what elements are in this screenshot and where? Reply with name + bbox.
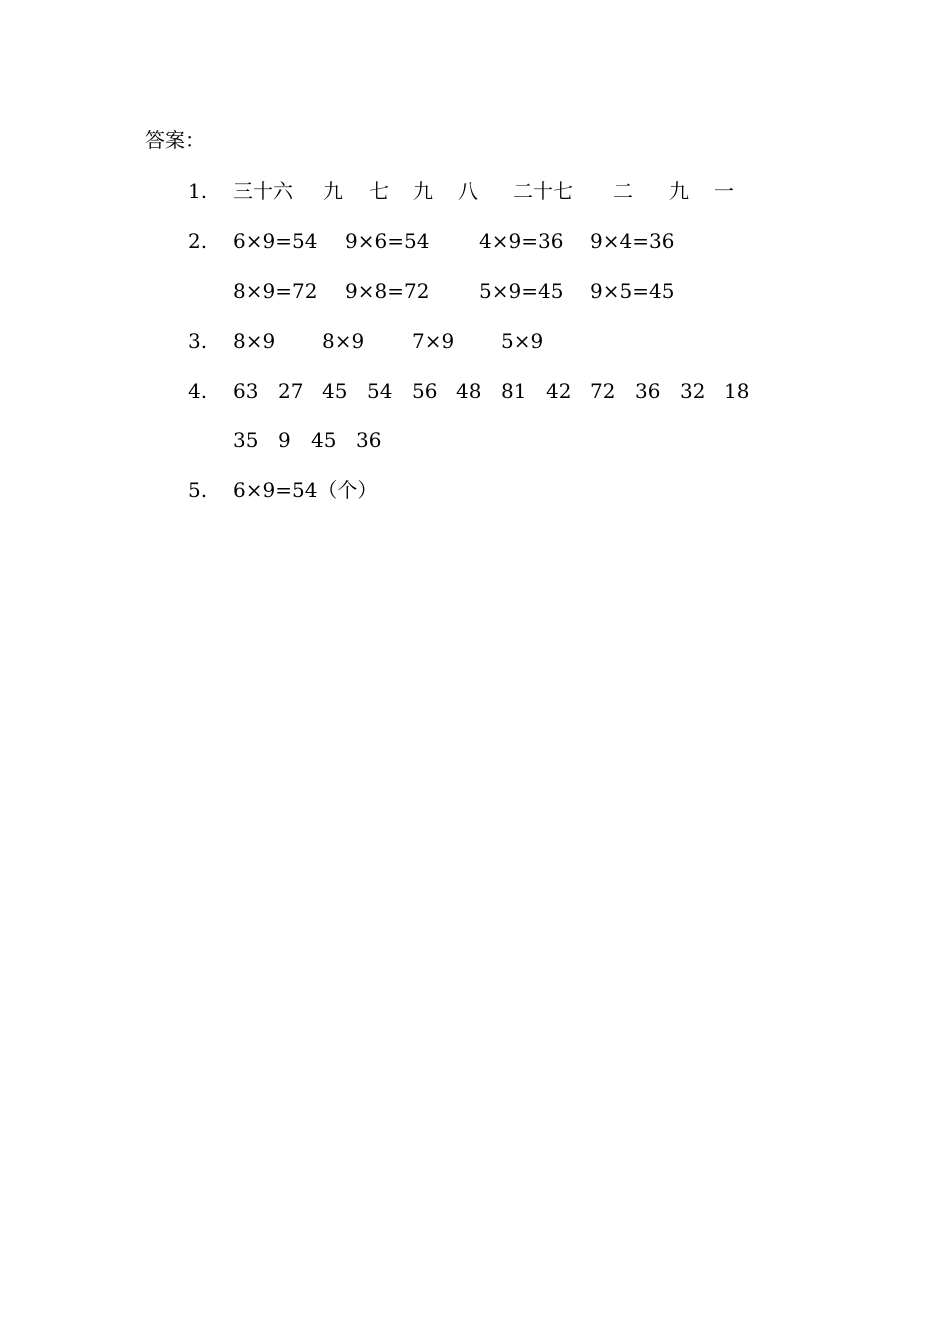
q4-row1-value-10: 36 — [635, 379, 661, 403]
q1-answer-5: 八 — [458, 179, 478, 203]
q3-answer-1: 8×9 — [233, 329, 276, 353]
question-1-number: 1. — [188, 179, 208, 203]
q1-answer-4: 九 — [413, 179, 433, 203]
q2-row2-eq-1: 8×9=72 — [233, 279, 318, 303]
q4-row1-value-7: 81 — [501, 379, 527, 403]
q3-answer-3: 7×9 — [412, 329, 455, 353]
q4-row1-value-1: 63 — [233, 379, 259, 403]
question-3-number: 3. — [188, 329, 208, 353]
q4-row1-value-12: 18 — [724, 379, 750, 403]
q4-row1-value-3: 45 — [322, 379, 348, 403]
q1-answer-2: 九 — [323, 179, 343, 203]
q1-answer-3: 七 — [369, 179, 389, 203]
q2-row2-eq-2: 9×8=72 — [345, 279, 430, 303]
q2-row1-eq-1: 6×9=54 — [233, 229, 318, 253]
q4-row2-value-4: 36 — [356, 428, 382, 452]
q4-row1-value-9: 72 — [590, 379, 616, 403]
question-5-number: 5. — [188, 478, 208, 502]
q1-answer-9: 一 — [714, 179, 734, 203]
q1-answer-8: 九 — [669, 179, 689, 203]
q4-row1-value-5: 56 — [412, 379, 438, 403]
q4-row1-value-2: 27 — [278, 379, 304, 403]
question-4-number: 4. — [188, 379, 208, 403]
q1-answer-6: 二十七 — [513, 179, 573, 203]
q4-row2-value-1: 35 — [233, 428, 259, 452]
q3-answer-2: 8×9 — [322, 329, 365, 353]
q3-answer-4: 5×9 — [501, 329, 544, 353]
q2-row1-eq-3: 4×9=36 — [479, 229, 564, 253]
q2-row2-eq-4: 9×5=45 — [590, 279, 675, 303]
question-2-number: 2. — [188, 229, 208, 253]
q5-answer: 6×9=54（个） — [233, 478, 378, 502]
q4-row1-value-11: 32 — [680, 379, 706, 403]
q2-row1-eq-4: 9×4=36 — [590, 229, 675, 253]
q4-row2-value-3: 45 — [311, 428, 337, 452]
q4-row2-value-2: 9 — [278, 428, 291, 452]
q2-row2-eq-3: 5×9=45 — [479, 279, 564, 303]
q1-answer-1: 三十六 — [233, 179, 293, 203]
q2-row1-eq-2: 9×6=54 — [345, 229, 430, 253]
q4-row1-value-8: 42 — [546, 379, 572, 403]
q1-answer-7: 二 — [613, 179, 633, 203]
answer-heading: 答案： — [145, 128, 205, 152]
q4-row1-value-4: 54 — [367, 379, 393, 403]
q4-row1-value-6: 48 — [456, 379, 482, 403]
